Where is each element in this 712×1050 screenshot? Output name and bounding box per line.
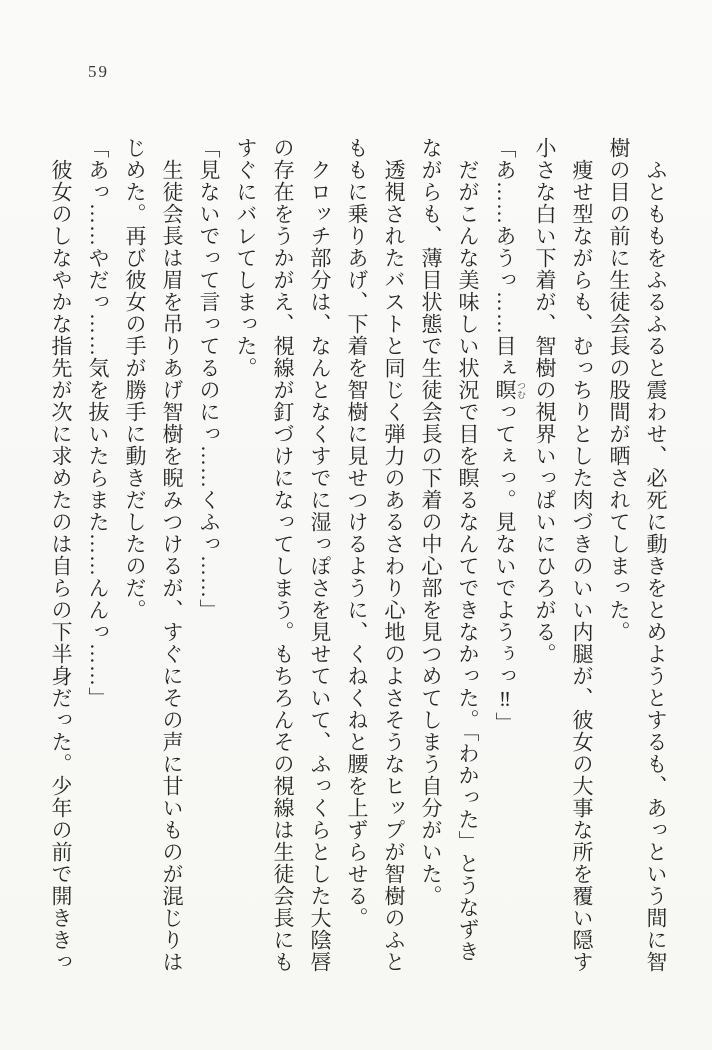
- text-line: 痩せ型ながらも、むっちりとした肉づきのいい内腿が、彼女の大事な所を覆い隠す: [570, 159, 594, 973]
- text-line: 小さな白い下着が、智樹の視界いっぱいにひろがる。: [533, 137, 557, 665]
- text-line: の存在をうかがえ、視線が釘づけになってしまう。もちろんその視線は生徒会長にも: [271, 137, 295, 973]
- vertical-text-block: [42, 137, 674, 979]
- text-line: ながらも、薄目状態で生徒会長の下着の中心部を見つめてしまう自分がいた。: [419, 137, 443, 907]
- furigana-ruby: 瞑 つむ: [493, 379, 526, 401]
- page-number: 59: [88, 62, 109, 81]
- text-line: 生徒会長は眉を吊りあげ智樹を睨みつけるが、すぐにその声に甘いものが混じりは: [160, 159, 184, 973]
- text-line: 「あっ……やだっ……気を抜いたらまた……んんっ……」: [86, 137, 110, 709]
- text-line: すぐにバレてしまった。: [234, 137, 258, 379]
- text-line: 「見ないでって言ってるのにっ……くふっ……」: [197, 137, 221, 621]
- text-line: 透視されたバストと同じく弾力のあるさわり心地のよさそうなヒップが智樹のふと: [382, 159, 406, 973]
- text-line: じめた。再び彼女の手が勝手に動きだしたのだ。: [123, 137, 147, 621]
- text-line: クロッチ部分は、なんとなくすでに湿っぽさを見せていて、ふっくらとした大陰唇: [308, 159, 332, 973]
- text-line: 樹の目の前に生徒会長の股間が晒されてしまった。: [607, 137, 631, 643]
- text-line: 彼女のしなやかな指先が次に求めたのは自らの下半身だった。少年の前で開ききっ: [49, 159, 73, 973]
- text-line: 「あ……あうっ……目ぇ瞑 つむってぇっ。見ないでようぅっ‼」: [493, 137, 526, 734]
- text-line: ふとももをふるふると震わせ、必死に動きをとめようとするも、あっという間に智: [644, 159, 668, 973]
- text-line: ももに乗りあげ、下着を智樹に見せつけるように、くねくねと腰を上ずらせる。: [345, 137, 369, 929]
- text-line: だがこんな美味しい状況で目を瞑るなんてできなかった。「わかった」とうなずき: [456, 159, 480, 963]
